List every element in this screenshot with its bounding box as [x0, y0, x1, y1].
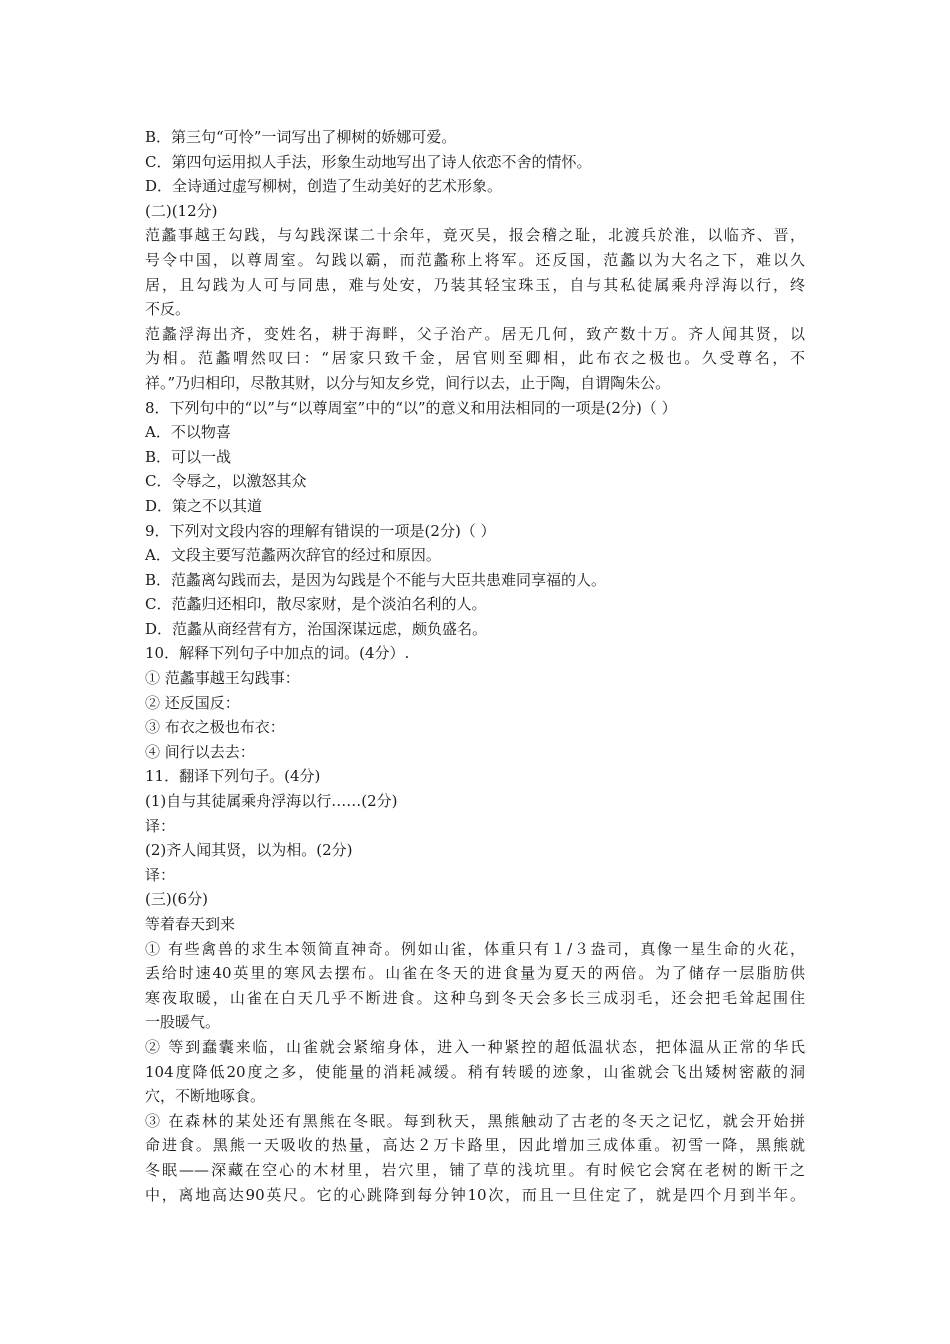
passage-line: 居，且勾践为人可与同患，难与处安，乃装其轻宝珠玉，自与其私徒属乘舟浮海以行，终 — [145, 275, 805, 294]
q10-stem: 10．解释下列句子中加点的词。(4分）. — [145, 644, 410, 663]
q9-option-c: C．范蠡归还相印，散尽家财，是个淡泊名利的人。 — [145, 595, 487, 614]
article-line: 中，离地高达90英尺。它的心跳降到每分钟10次，而且一旦住定了，就是四个月到半年。 — [145, 1185, 805, 1204]
article-line: ① 有些禽兽的求生本领简直神奇。例如山雀，体重只有１/３盎司，真像一星生命的火花， — [145, 939, 805, 958]
article-line: 104度降低20度之多，使能量的消耗减缓。稍有转暖的迹象，山雀就会飞出矮树密蔽的洞 — [145, 1062, 805, 1081]
q10-item-4: ④ 间行以去去： — [145, 742, 255, 761]
q10-item-1: ① 范蠡事越王勾践事： — [145, 669, 300, 688]
article-line: 一股暖气。 — [145, 1013, 221, 1032]
article-line: 寒夜取暖，山雀在白天几乎不断进食。这种乌到冬天会多长三成羽毛，还会把毛耸起围住 — [145, 988, 805, 1007]
q9-option-b: B．范蠡离勾践而去，是因为勾践是个不能与大臣共患难同享福的人。 — [145, 570, 607, 589]
passage-line: 为相。范蠡喟然叹曰：“居家只致千金，居官则至卿相，此布衣之极也。久受尊名，不 — [145, 349, 805, 368]
q8-option-d: D．策之不以其道 — [145, 496, 263, 515]
q11-stem: 11．翻译下列句子。(4分) — [145, 767, 321, 786]
q9-option-d: D．范蠡从商经营有方，治国深谋远虑，颇负盛名。 — [145, 619, 488, 638]
q8-option-a: A．不以物喜 — [145, 423, 231, 442]
passage-line: 祥。”乃归相印，尽散其财，以分与知友乡党，间行以去，止于陶，自谓陶朱公。 — [145, 373, 671, 392]
q11-sentence-2: (2)齐人闻其贤，以为相。(2分) — [145, 841, 353, 860]
section3-header: (三)(6分) — [145, 890, 208, 909]
article-line: ② 等到蠢囊来临，山雀就会紧缩身体，进入一种紧控的超低温状态，把体温从正常的华氏 — [145, 1037, 805, 1056]
q10-item-2: ② 还反国反： — [145, 693, 240, 712]
q9-stem: 9．下列对文段内容的理解有错误的一项是(2分)（ ） — [145, 521, 496, 540]
article-line: 丢给时速40英里的寒风去摆布。山雀在冬天的进食量为夏天的两倍。为了储存一层脂肪供 — [145, 964, 805, 983]
passage-line: 范蠡事越王勾践，与勾践深谋二十余年，竟灭吴，报会稽之耻，北渡兵於淮，以临齐、晋， — [145, 226, 805, 245]
article-title: 等着春天到来 — [145, 915, 236, 933]
article-line: 冬眠——深藏在空心的木材里，岩穴里，铺了草的浅坑里。有时候它会窝在老树的断干之 — [145, 1160, 805, 1179]
q11-answer-2: 译： — [145, 865, 176, 884]
document-page — [145, 125, 805, 1207]
q10-item-3: ③ 布衣之极也布衣： — [145, 718, 285, 737]
q8-option-b: B．可以一战 — [145, 447, 232, 466]
q11-sentence-1: (1)自与其徒属乘舟浮海以行……(2分) — [145, 792, 398, 811]
passage-line: 范蠡浮海出齐，变姓名，耕于海畔，父子治产。居无几何，致产数十万。齐人闻其贤，以 — [145, 324, 805, 343]
article-line: 命进食。黑熊一天吸收的热量，高达２万卡路里，因此增加三成体重。初雪一降，黑熊就 — [145, 1136, 805, 1155]
q8-option-c: C．令辱之，以激怒其众 — [145, 472, 307, 491]
passage-line: 号令中国，以尊周室。勾践以霸，而范蠡称上将军。还反国，范蠡以为大名之下，难以久 — [145, 250, 805, 269]
article-line: 穴，不断地啄食。 — [145, 1087, 266, 1106]
q7-option-d: D．全诗通过虚写柳树，创造了生动美好的艺术形象。 — [145, 177, 503, 196]
q9-option-a: A．文段主要写范蠡两次辞官的经过和原因。 — [145, 546, 441, 565]
section2-header: (二)(12分) — [145, 201, 218, 220]
passage-line: 不反。 — [145, 300, 191, 319]
q7-option-b: B．第三句“可怜”一词写出了柳树的娇娜可爱。 — [145, 128, 457, 146]
q11-answer-1: 译： — [145, 816, 176, 835]
q8-stem: 8．下列句中的“以”与“以尊周室”中的“以”的意义和用法相同的一项是(2分)（ ） — [145, 398, 677, 417]
q7-option-c: C．第四句运用拟人手法，形象生动地写出了诗人依恋不舍的情怀。 — [145, 152, 592, 171]
article-line: ③ 在森林的某处还有黑熊在冬眠。每到秋天，黑熊触动了古老的冬天之记忆，就会开始拼 — [145, 1111, 805, 1130]
